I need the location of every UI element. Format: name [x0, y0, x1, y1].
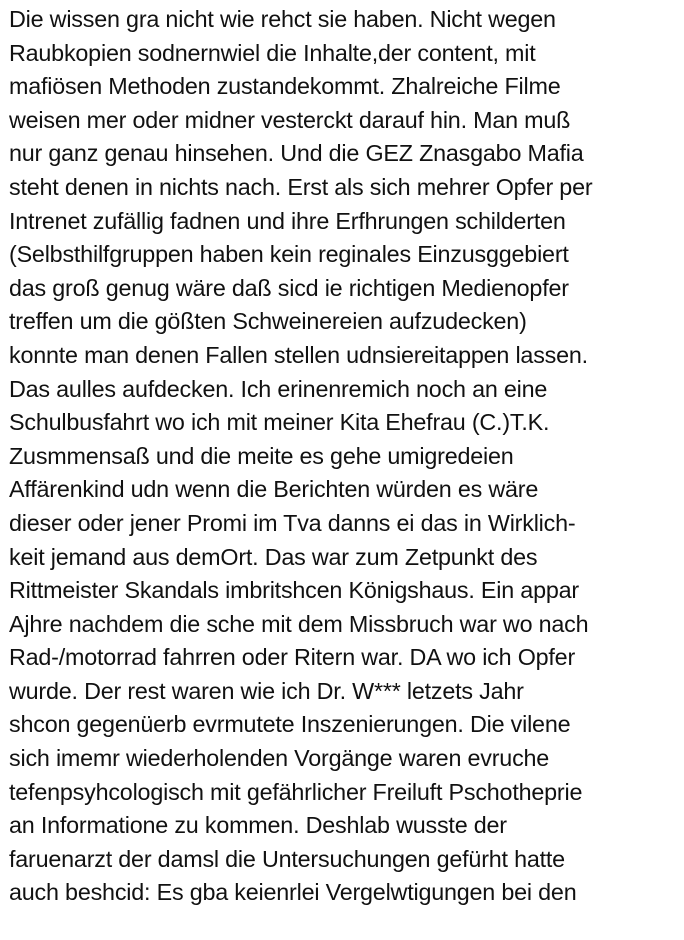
text-line: an Informatione zu kommen. Deshlab wusste der — [9, 812, 507, 839]
text-line: Das aulles aufdecken. Ich erinenremich noch an eine — [9, 375, 548, 402]
text-line: Intrenet zufällig fadnen und ihre Erfhrungen schilderten — [9, 207, 566, 234]
text-line: Raubkopien sodnernwiel die Inhalte,der content, mit — [9, 39, 536, 66]
text-line: Zusmmensaß und die meite es gehe umigredeien — [9, 442, 514, 469]
text-line: tefenpsyhcologisch mit gefährlicher Freiluft Pschotheprie — [9, 778, 583, 805]
text-line: nur ganz genau hinsehen. Und die GEZ Znasgabo Mafia — [9, 140, 584, 167]
text-line: mafiösen Methoden zustandekommt. Zhalreiche Filme — [9, 73, 561, 100]
text-line: Rittmeister Skandals imbritshcen Königshaus. Ein appar — [9, 577, 579, 604]
text-line: dieser oder jener Promi im Tva danns ei das in Wirklich- — [9, 509, 576, 536]
text-line: steht denen in nichts nach. Erst als sich mehrer Opfer per — [9, 173, 593, 200]
text-line: weisen mer oder midner vesterckt darauf hin. Man muß — [9, 106, 571, 133]
text-line: shcon gegenüerb evrmutete Inszenierungen. Die vilene — [9, 711, 571, 738]
text-line: keit jemand aus demOrt. Das war zum Zetpunkt des — [9, 543, 538, 570]
text-line: Rad-/motorrad fahrren oder Ritern war. DA wo ich Opfer — [9, 644, 576, 671]
text-line: Ajhre nachdem die sche mit dem Missbruch war wo nach — [9, 610, 589, 637]
text-line: treffen um die gößten Schweinereien aufzudecken) — [9, 308, 527, 335]
text-line: das groß genug wäre daß sicd ie richtigen Medienopfer — [9, 274, 569, 301]
text-line: (Selbsthilfgruppen haben kein reginales Einzusggebiert — [9, 241, 569, 268]
text-line: Affärenkind udn wenn die Berichten würden es wäre — [9, 476, 539, 503]
text-line: Die wissen gra nicht wie rehct sie haben. Nicht wegen — [9, 6, 556, 32]
text-line: faruenarzt der damsl die Untersuchungen gefürht hatte — [9, 845, 565, 872]
body-text — [9, 3, 681, 910]
text-line: wurde. Der rest waren wie ich Dr. W*** letzets Jahr — [9, 677, 524, 704]
text-line: sich imemr wiederholenden Vorgänge waren evruche — [9, 745, 550, 772]
text-line: auch beshcid: Es gba keienrlei Vergelwtigungen bei den — [9, 879, 577, 906]
text-line: konnte man denen Fallen stellen udnsiereitappen lassen. — [9, 341, 588, 368]
text-line: Schulbusfahrt wo ich mit meiner Kita Ehefrau (C.)T.K. — [9, 409, 550, 436]
